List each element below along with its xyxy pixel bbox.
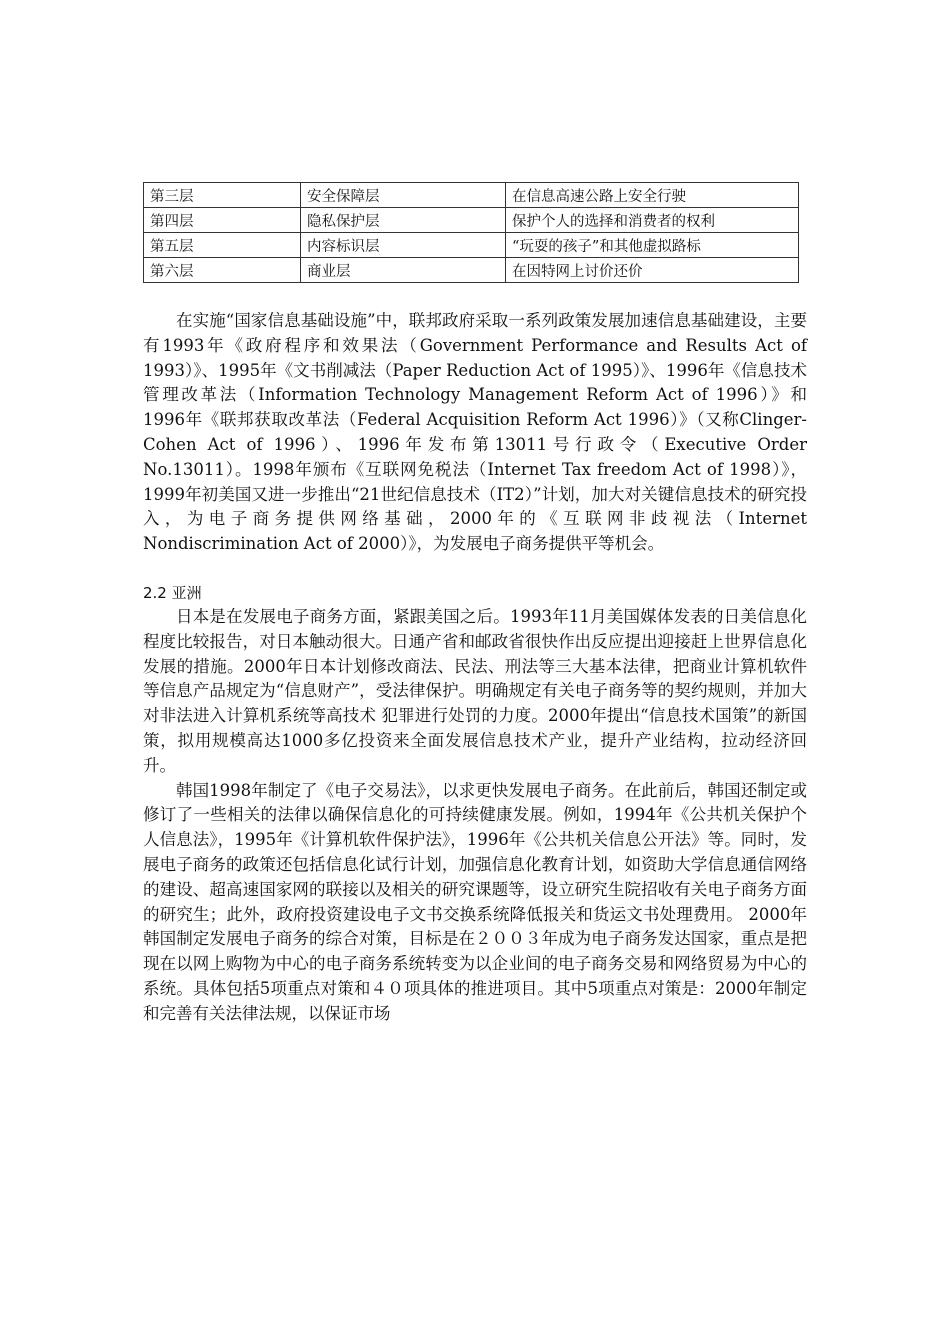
table-row xyxy=(144,183,799,208)
us-policy-section xyxy=(143,309,807,557)
table-cell-layer: 第四层 xyxy=(144,208,301,233)
section-heading-asia: 2.2 亚洲 xyxy=(143,583,202,602)
table-cell-name: 内容标识层 xyxy=(301,233,506,258)
table-cell-desc: 在信息高速公路上安全行驶 xyxy=(506,183,799,208)
table-row xyxy=(144,233,799,258)
us-policy-paragraph: 在实施“国家信息基础设施”中，联邦政府采取一系列政策发展加速信息基础建设，主要有1993年《政府程序和效果法（Government Performance and Results Act of 1993）》、1995年《文书削减法（Paper Reduction Act of 1995）》、1996年《信息技术管理改革法（Information Technology Management Reform Act of 1996）》和1996年《联邦获取改革法（Federal Acquisition Reform Act 1996）》（又称Clinger-Cohen Act of 1996）、1996年发布第13011号行政令（Executive Order No.13011）。1998年颁布《互联网免税法（Internet Tax freedom Act of 1998）》，1999年初美国又进一步推出“21世纪信息技术（IT2）”计划，加大对关键信息技术的研究投入，为电子商务提供网络基础，2000年的《互联网非歧视法（Internet Nondiscrimination Act of 2000）》，为发展电子商务提供平等机会。 xyxy=(143,311,807,554)
korea-paragraph: 韩国1998年制定了《电子交易法》，以求更快发展电子商务。在此前后，韩国还制定或修订了一些相关的法律以确保信息化的可持续健康发展。例如，1994年《公共机关保护个人信息法》，1995年《计算机软件保护法》，1996年《公共机关信息公开法》等。同时，发展电子商务的政策还包括信息化试行计划，加强信息化教育计划，如资助大学信息通信网络的建设、超高速国家网的联接以及相关的研究课题等，设立研究生院招收有关电子商务方面的研究生；此外，政府投资建设电子文书交换系统降低报关和货运文书处理费用。 2000年韩国制定发展电子商务的综合对策，目标是在２００３年成为电子商务发达国家，重点是把现在以网上购物为中心的电子商务系统转变为以企业间的电子商务交易和网络贸易为中心的系统。具体包括5项重点对策和４０项具体的推进项目。其中5项重点对策是：2000年制定和完善有关法律法规，以保证市场 xyxy=(143,780,807,1023)
table-cell-layer: 第五层 xyxy=(144,233,301,258)
table-cell-name: 安全保障层 xyxy=(301,183,506,208)
table-cell-name: 商业层 xyxy=(301,258,506,283)
table-cell-desc: 在因特网上讨价还价 xyxy=(506,258,799,283)
layer-table xyxy=(143,182,799,283)
table-row xyxy=(144,258,799,283)
table-cell-layer: 第三层 xyxy=(144,183,301,208)
table-cell-name: 隐私保护层 xyxy=(301,208,506,233)
asia-section-body xyxy=(143,605,807,1027)
table-cell-desc: “玩耍的孩子”和其他虚拟路标 xyxy=(506,233,799,258)
table-cell-layer: 第六层 xyxy=(144,258,301,283)
table-row xyxy=(144,208,799,233)
table-cell-desc: 保护个人的选择和消费者的权利 xyxy=(506,208,799,233)
document-page xyxy=(143,182,807,1027)
japan-paragraph: 日本是在发展电子商务方面，紧跟美国之后。1993年11月美国媒体发表的日美信息化程度比较报告，对日本触动很大。日通产省和邮政省很快作出反应提出迎接赶上世界信息化发展的措施。2000年日本计划修改商法、民法、刑法等三大基本法律，把商业计算机软件等信息产品规定为“信息财产”，受法律保护。明确规定有关电子商务等的契约规则，并加大对非法进入计算机系统等高技术 犯罪进行处罚的力度。2000年提出“信息技术国策”的新国策，拟用规模高达1000多亿投资来全面发展信息技术产业，提升产业结构，拉动经济回升。 xyxy=(143,606,807,775)
